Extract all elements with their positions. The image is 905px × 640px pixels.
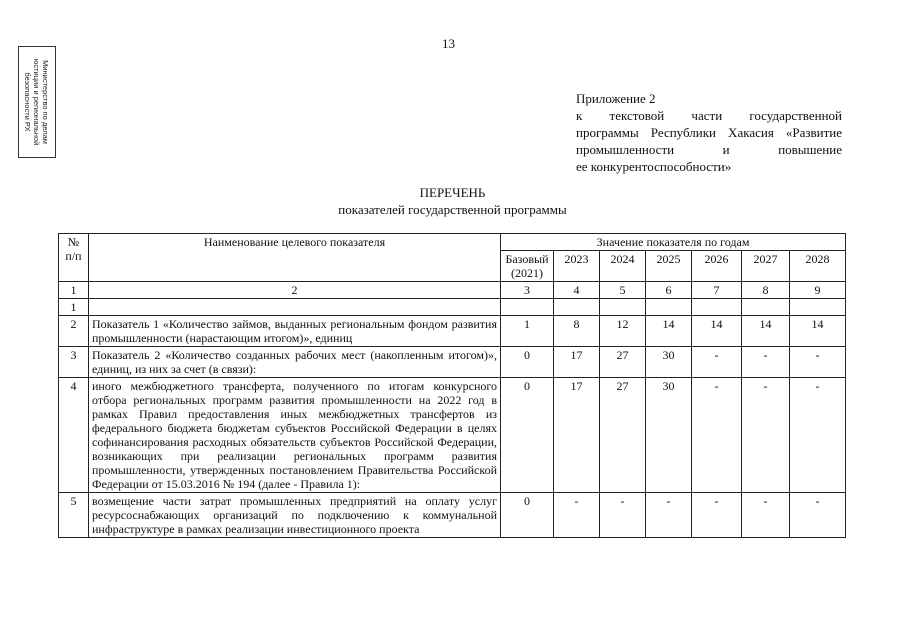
row-value [790, 299, 846, 316]
column-number: 6 [646, 282, 692, 299]
row-value: 30 [646, 347, 692, 378]
row-name: возмещение части затрат промышленных предприятий на оплату услуг ресурсоснабжающих организаций по подключению к коммунальной инфраструктуре в рамках реализации инвестиционного проекта [89, 493, 501, 538]
stamp-line: безопасности РХ [23, 72, 33, 132]
row-value: 14 [742, 316, 790, 347]
row-value: - [600, 493, 646, 538]
column-number: 5 [600, 282, 646, 299]
header-year: 2028 [790, 251, 846, 282]
stamp-line: юстиции и региональной [32, 58, 42, 146]
row-value: 30 [646, 378, 692, 493]
row-value: 0 [501, 493, 554, 538]
column-number: 2 [89, 282, 501, 299]
row-num: 4 [59, 378, 89, 493]
column-number: 1 [59, 282, 89, 299]
row-value: - [646, 493, 692, 538]
row-value: - [790, 347, 846, 378]
appendix-heading [576, 90, 842, 175]
row-value: - [742, 347, 790, 378]
row-value: 17 [554, 347, 600, 378]
appendix-line: Приложение 2 [576, 91, 656, 106]
row-value: 8 [554, 316, 600, 347]
row-value: 0 [501, 378, 554, 493]
table-row [59, 316, 846, 347]
header-year: 2027 [742, 251, 790, 282]
table-row [59, 347, 846, 378]
row-num: 2 [59, 316, 89, 347]
column-number: 7 [692, 282, 742, 299]
row-value: 27 [600, 378, 646, 493]
column-number: 3 [501, 282, 554, 299]
row-num: 1 [59, 299, 89, 316]
table-row [59, 378, 846, 493]
page-number: 13 [442, 36, 455, 51]
row-value: 14 [646, 316, 692, 347]
header-base: Базовый (2021) [501, 251, 554, 282]
row-name [89, 299, 501, 316]
row-name: Показатель 2 «Количество созданных рабочих мест (накопленным итогом)», единиц, из них за счет (в связи): [89, 347, 501, 378]
stamp-text [19, 47, 55, 157]
column-number-row [59, 282, 846, 299]
table-row [59, 299, 846, 316]
header-num: № п/п [59, 234, 89, 282]
document-title: ПЕРЕЧЕНЬ [419, 185, 486, 200]
header-values-group: Значение показателя по годам [501, 234, 846, 251]
column-number: 9 [790, 282, 846, 299]
row-value: 14 [790, 316, 846, 347]
row-name: иного межбюджетного трансферта, полученного по итогам конкурсного отбора региональных программ развития промышленности на 2022 год в рамках Правил предоставления иных межбюджетных трансфертов из федерального бюджета бюджетам субъектов Российской Федерации в целях софинансирования расходных обязательств субъектов Российской Федерации, возникающих при реализации региональных программ развития промышленности, утвержденных постановлением Правительства Российской Федерации от 15.03.2016 № 194 (далее - Правила 1): [89, 378, 501, 493]
row-value: 12 [600, 316, 646, 347]
header-name: Наименование целевого показателя [89, 234, 501, 282]
row-value [742, 299, 790, 316]
row-value: - [790, 378, 846, 493]
row-value: - [790, 493, 846, 538]
appendix-line: программы Республики Хакасия «Развитие [576, 125, 842, 140]
row-value [692, 299, 742, 316]
column-number: 8 [742, 282, 790, 299]
row-value [501, 299, 554, 316]
indicators-table [58, 233, 846, 538]
stamp-line: Министерство по делам [41, 60, 51, 144]
row-value: 14 [692, 316, 742, 347]
header-year: 2026 [692, 251, 742, 282]
row-value: - [554, 493, 600, 538]
document-subtitle: показателей государственной программы [338, 202, 567, 217]
row-value: - [742, 378, 790, 493]
row-value [646, 299, 692, 316]
row-value: 1 [501, 316, 554, 347]
row-value: 17 [554, 378, 600, 493]
row-value [600, 299, 646, 316]
row-value: 27 [600, 347, 646, 378]
row-value [554, 299, 600, 316]
header-year: 2025 [646, 251, 692, 282]
row-value: - [692, 493, 742, 538]
table-row [59, 493, 846, 538]
column-number: 4 [554, 282, 600, 299]
row-num: 5 [59, 493, 89, 538]
appendix-line: ее конкурентоспособности» [576, 159, 732, 174]
row-value: - [692, 378, 742, 493]
row-name: Показатель 1 «Количество займов, выданных региональным фондом развития промышленности (нарастающим итогом)», единиц [89, 316, 501, 347]
registration-stamp [18, 46, 56, 158]
row-value: - [742, 493, 790, 538]
appendix-line: промышленности и повышение [576, 142, 842, 157]
header-year: 2024 [600, 251, 646, 282]
row-value: - [692, 347, 742, 378]
header-year: 2023 [554, 251, 600, 282]
appendix-line: к текстовой части государственной [576, 108, 842, 123]
row-num: 3 [59, 347, 89, 378]
row-value: 0 [501, 347, 554, 378]
